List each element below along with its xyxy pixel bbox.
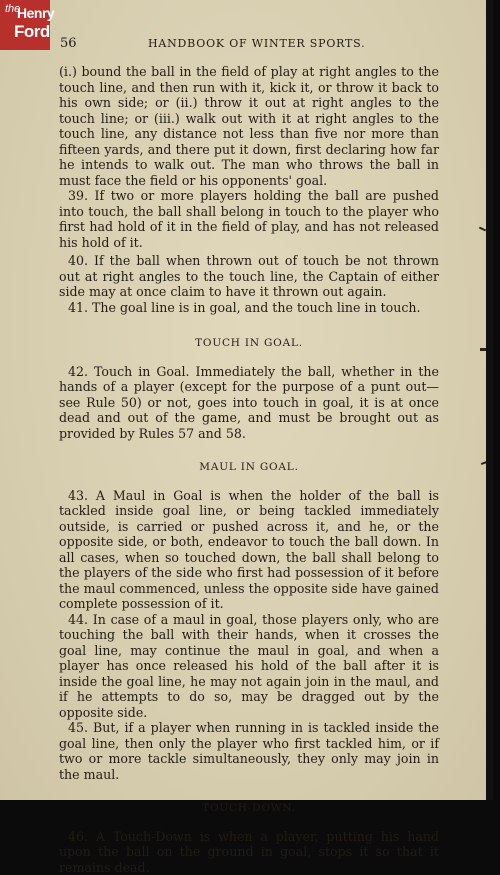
paragraph-rule-46: 46. A Touch-Down is when a player, putting his hand upon the ball on the ground in goal, stops it so that it remains dead. — [59, 829, 439, 875]
section-heading-maul-in-goal: MAUL IN GOAL. — [59, 460, 439, 476]
logo-text-ford: Ford — [14, 22, 50, 42]
paragraph-rule-39: 39. If two or more players holding the ball are pushed into touch, the ball shall belong in touch to the player who first had hold of it in the field of play, and has not released his hold of it. — [59, 188, 439, 250]
logo-text-henry: Henry — [17, 5, 54, 21]
paragraph-rule-44: 44. In case of a maul in goal, those players only, who are touching the ball with their hands, when it crosses the goal line, may continue the maul in goal, and when a player has once released his hold of the ball after it is inside the goal line, he may not again join in the maul, and if he attempts to do so, may be dragged out by the opposite side. — [59, 612, 439, 721]
paragraph-rule-43: 43. A Maul in Goal is when the holder of the ball is tackled inside goal line, or being tackled immediately outside, is carried or pushed across it, and he, or the opposite side, or both, endeavor to touch the ball down. In all cases, when so touched down, the ball shall belong to the players of the side who first had possession of it before the maul commenced, unless the opposite side have gained complete possession of it. — [59, 488, 439, 612]
section-heading-touch-down: TOUCH-DOWN. — [59, 801, 439, 817]
page-edge-shadow — [486, 0, 493, 800]
paragraph-rule-45: 45. But, if a player when running in is tackled inside the goal line, then only the player who first tackled him, or if two or more tackle simultaneously, they only may join in the maul. — [59, 720, 439, 782]
running-title: HANDBOOK OF WINTER SPORTS. — [148, 37, 365, 50]
paragraph-rule-42: 42. Touch in Goal. Immediately the ball, whether in the hands of a player (except for the purpose of a punt out—see Rule 50) or not, goes into touch in goal, it is at once dead and out of the game, and must be brought out as provided by Rules 57 and 58. — [59, 364, 439, 442]
henry-ford-logo — [0, 0, 50, 50]
page-header — [60, 36, 460, 54]
paragraph-rule-41: 41. The goal line is in goal, and the touch line in touch. — [59, 300, 439, 316]
page-number: 56 — [60, 36, 77, 51]
paragraph-rule-38-cont: (i.) bound the ball in the field of play at right angles to the touch line, and then run with it, kick it, or throw it back to his own side; or (ii.) throw it out at right angles to the touch line; or (iii.) walk out with it at right angles to the touch line, any distance not less than five nor more than fifteen yards, and there put it down, first declaring how far he intends to walk out. The man who throws the ball in must face the field or his opponents' goal. — [59, 64, 439, 188]
logo-text-the: the — [5, 3, 20, 15]
section-heading-touch-in-goal: TOUCH IN GOAL. — [59, 336, 439, 352]
page-body — [59, 64, 439, 875]
paragraph-rule-40: 40. If the ball when thrown out of touch be not thrown out at right angles to the touch line, the Captain of either side may at once claim to have it thrown out again. — [59, 253, 439, 300]
